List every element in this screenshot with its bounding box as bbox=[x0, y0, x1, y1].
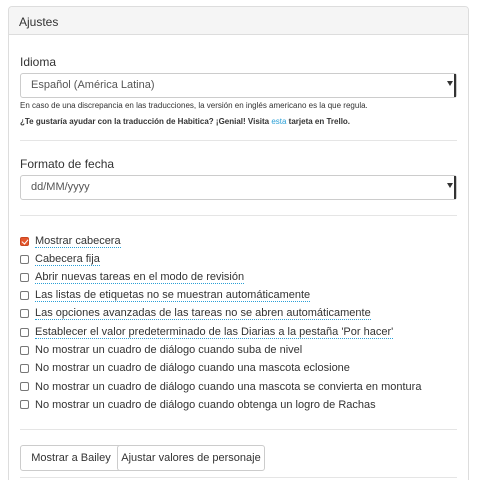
checkbox-icon[interactable] bbox=[20, 273, 29, 282]
option-label: Abrir nuevas tareas en el modo de revisión bbox=[35, 270, 245, 283]
option-row[interactable] bbox=[20, 250, 460, 268]
option-label: Las opciones avanzadas de las tareas no se abren automáticamente bbox=[35, 307, 371, 320]
checkbox-icon[interactable] bbox=[20, 346, 29, 355]
option-row[interactable] bbox=[20, 232, 460, 250]
language-label: Idioma bbox=[20, 55, 57, 69]
option-label: Establecer el valor predeterminado de las Diarias a la pestaña 'Por hacer' bbox=[35, 325, 394, 338]
option-row[interactable] bbox=[20, 341, 460, 359]
adjust-stats-button[interactable]: Ajustar valores de personaje bbox=[117, 445, 265, 471]
option-label: No mostrar un cuadro de diálogo cuando obtenga un logro de Rachas bbox=[35, 398, 376, 411]
checkbox-icon[interactable] bbox=[20, 328, 29, 337]
checkbox-icon[interactable] bbox=[20, 364, 29, 373]
option-label: Cabecera fija bbox=[35, 252, 100, 265]
checkbox-icon[interactable] bbox=[20, 382, 29, 391]
checkbox-icon[interactable] bbox=[20, 291, 29, 300]
translation-help-prefix: ¿Te gustaría ayudar con la traducción de Habitica? ¡Genial! Visita bbox=[20, 117, 272, 126]
checkbox-checked-icon[interactable] bbox=[20, 237, 29, 246]
checkbox-icon[interactable] bbox=[20, 309, 29, 318]
select-edge bbox=[454, 176, 456, 199]
language-select-value: Español (América Latina) bbox=[31, 79, 155, 91]
show-bailey-button[interactable]: Mostrar a Bailey bbox=[20, 445, 122, 471]
option-row[interactable] bbox=[20, 359, 460, 377]
checkbox-icon[interactable] bbox=[20, 400, 29, 409]
date-format-select[interactable] bbox=[20, 175, 457, 200]
settings-panel bbox=[8, 6, 469, 480]
divider bbox=[20, 140, 457, 141]
option-label: Mostrar cabecera bbox=[35, 234, 121, 247]
option-label: No mostrar un cuadro de diálogo cuando suba de nivel bbox=[35, 344, 303, 357]
chevron-down-icon bbox=[447, 183, 453, 188]
date-format-select-value: dd/MM/yyyy bbox=[31, 181, 90, 193]
option-row[interactable] bbox=[20, 378, 460, 396]
translation-help-suffix: tarjeta en Trello. bbox=[286, 117, 351, 126]
divider bbox=[20, 215, 457, 216]
language-select[interactable] bbox=[20, 73, 457, 98]
checkbox-icon[interactable] bbox=[20, 255, 29, 264]
options-list bbox=[20, 232, 460, 414]
translation-notice: En caso de una discrepancia en las traducciones, la versión en inglés americano es la que regula. bbox=[20, 101, 368, 110]
option-label: No mostrar un cuadro de diálogo cuando una mascota eclosione bbox=[35, 362, 350, 375]
date-format-label: Formato de fecha bbox=[20, 157, 115, 171]
divider bbox=[20, 429, 457, 430]
option-row[interactable] bbox=[20, 396, 460, 414]
trello-card-link[interactable]: esta bbox=[271, 117, 287, 126]
option-label: Las listas de etiquetas no se muestran automáticamente bbox=[35, 289, 311, 302]
panel-title: Ajustes bbox=[9, 7, 468, 35]
option-row[interactable] bbox=[20, 323, 460, 341]
option-row[interactable] bbox=[20, 287, 460, 305]
option-row[interactable] bbox=[20, 268, 460, 286]
option-row[interactable] bbox=[20, 305, 460, 323]
translation-help bbox=[20, 117, 350, 126]
chevron-down-icon bbox=[447, 81, 453, 86]
divider bbox=[20, 477, 457, 478]
select-edge bbox=[454, 74, 456, 97]
option-label: No mostrar un cuadro de diálogo cuando una mascota se convierta en montura bbox=[35, 380, 422, 393]
